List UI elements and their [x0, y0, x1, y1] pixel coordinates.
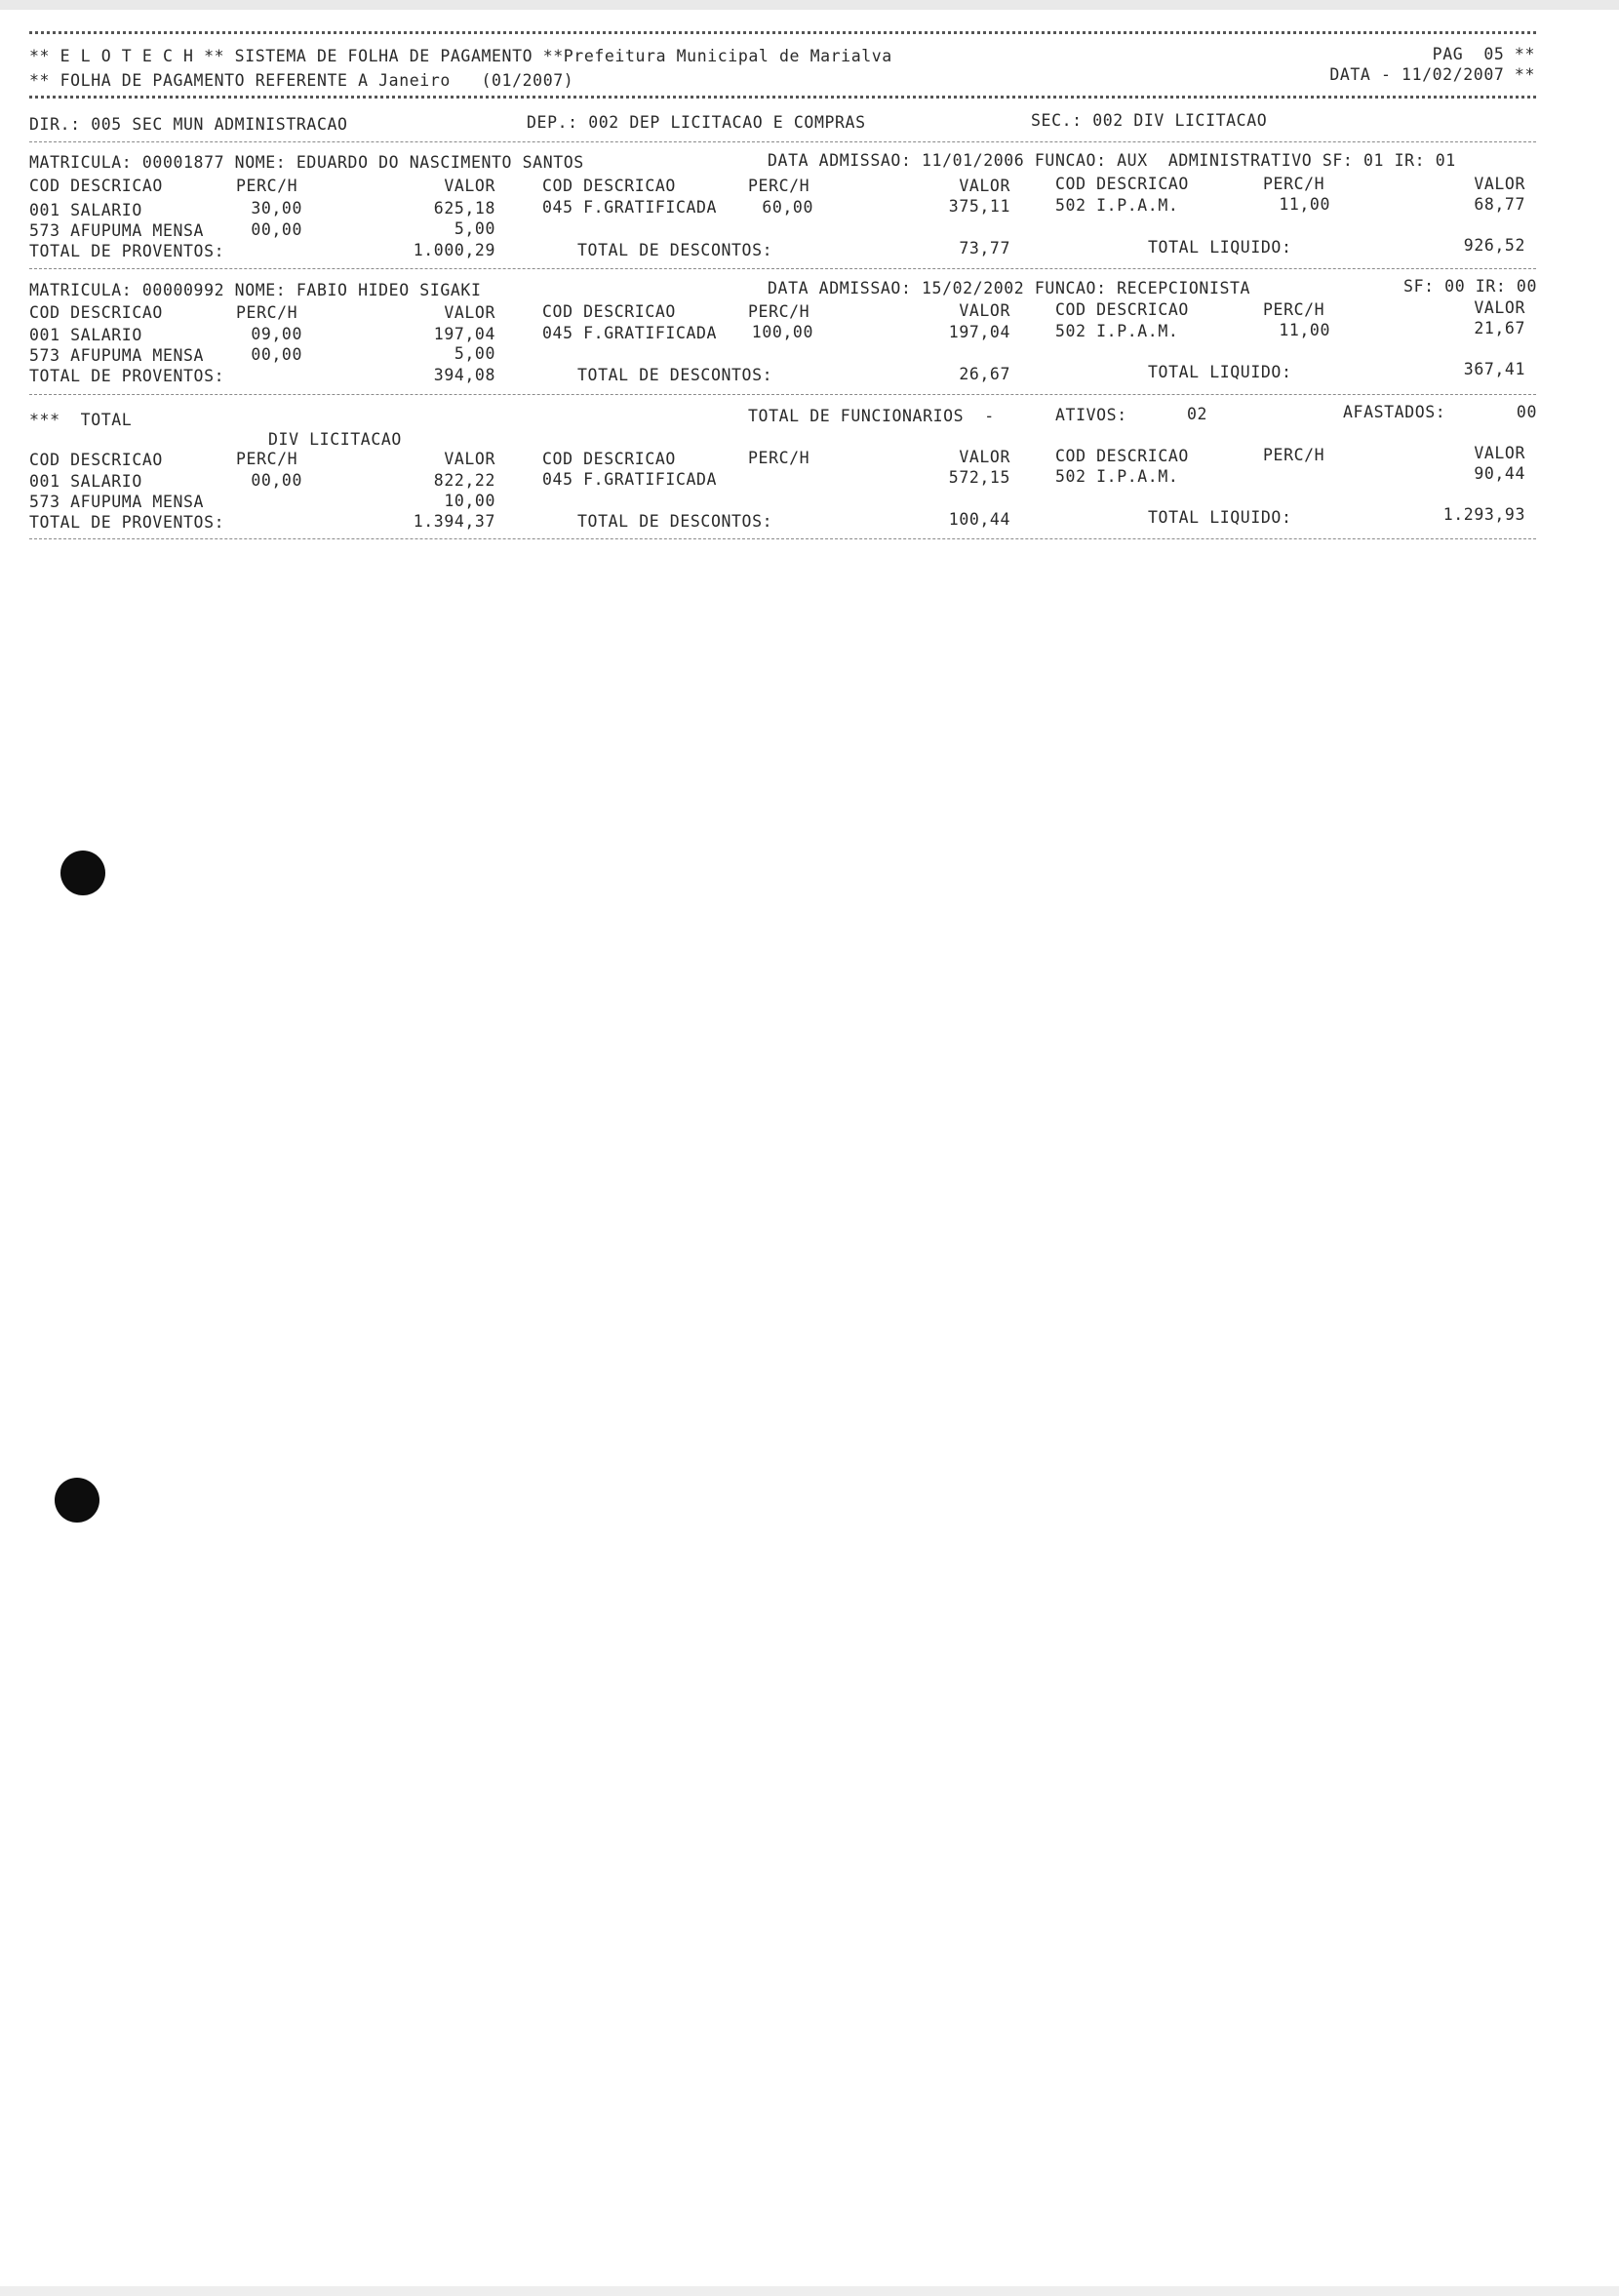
total-proventos-label: TOTAL DE PROVENTOS:	[29, 513, 225, 532]
report-date: DATA - 11/02/2007 **	[1329, 65, 1535, 84]
col-header-cod-descricao: COD DESCRICAO	[542, 302, 676, 321]
col-header-cod-descricao: COD DESCRICAO	[1055, 300, 1189, 319]
col-header-perc: PERC/H	[236, 303, 298, 322]
proventos-perc: 30,00	[251, 199, 302, 218]
col-header-cod-descricao: COD DESCRICAO	[29, 303, 163, 322]
descontos-value: 572,15	[948, 468, 1010, 487]
col-header-perc: PERC/H	[748, 449, 810, 467]
col-header-perc: PERC/H	[1263, 300, 1325, 319]
col-header-perc: PERC/H	[1263, 175, 1325, 193]
ativos-count: 02	[1187, 405, 1208, 423]
col-header-valor: VALOR	[444, 450, 495, 468]
proventos-perc: 09,00	[251, 325, 302, 343]
proventos-description: 001 SALARIO	[29, 326, 142, 344]
total-descontos-value: 73,77	[959, 239, 1010, 257]
proventos-value: 625,18	[433, 199, 495, 218]
col-header-valor: VALOR	[959, 301, 1010, 320]
dash-separator	[29, 268, 1536, 269]
proventos-value: 5,00	[454, 219, 495, 238]
col-header-valor: VALOR	[1474, 444, 1525, 462]
proventos-value: 10,00	[444, 492, 495, 510]
directory-label: DIR.: 005 SEC MUN ADMINISTRACAO	[29, 115, 348, 134]
descontos-value: 375,11	[948, 197, 1010, 216]
third-column-value: 21,67	[1474, 319, 1525, 337]
total-liquido-value: 367,41	[1463, 360, 1525, 378]
total-liquido-label: TOTAL LIQUIDO:	[1148, 238, 1292, 257]
total-proventos-value: 1.000,29	[413, 241, 495, 259]
total-descontos-value: 26,67	[959, 365, 1010, 383]
col-header-perc: PERC/H	[236, 177, 298, 195]
col-header-perc: PERC/H	[236, 450, 298, 468]
col-header-valor: VALOR	[959, 177, 1010, 195]
total-liquido-label: TOTAL LIQUIDO:	[1148, 363, 1292, 381]
total-funcionarios-label: TOTAL DE FUNCIONARIOS -	[748, 407, 995, 425]
total-liquido-label: TOTAL LIQUIDO:	[1148, 508, 1292, 527]
col-header-cod-descricao: COD DESCRICAO	[1055, 447, 1189, 465]
third-column-value: 68,77	[1474, 195, 1525, 214]
proventos-description: 001 SALARIO	[29, 472, 142, 491]
total-proventos-label: TOTAL DE PROVENTOS:	[29, 367, 225, 385]
proventos-perc: 00,00	[251, 345, 302, 364]
third-column-description: 502 I.P.A.M.	[1055, 196, 1179, 215]
summary-sublabel: DIV LICITACAO	[268, 430, 402, 449]
department-label: DEP.: 002 DEP LICITACAO E COMPRAS	[527, 113, 866, 132]
dash-separator	[29, 538, 1536, 539]
employee-header: MATRICULA: 00001877 NOME: EDUARDO DO NASCIMENTO SANTOS	[29, 153, 584, 172]
afastados-label: AFASTADOS:	[1343, 403, 1446, 421]
col-header-cod-descricao: COD DESCRICAO	[542, 450, 676, 468]
total-proventos-value: 394,08	[433, 366, 495, 384]
employee-sf-ir: SF: 00 IR: 00	[1403, 277, 1537, 296]
report-title: ** E L O T E C H ** SISTEMA DE FOLHA DE PAGAMENTO **Prefeitura Municipal de Marialva	[29, 47, 892, 65]
proventos-perc: 00,00	[251, 471, 302, 490]
total-liquido-value: 1.293,93	[1442, 505, 1525, 524]
ativos-label: ATIVOS:	[1055, 406, 1127, 424]
punch-hole	[55, 1478, 99, 1523]
total-descontos-label: TOTAL DE DESCONTOS:	[577, 512, 773, 531]
proventos-perc: 00,00	[251, 220, 302, 239]
employee-header: MATRICULA: 00000992 NOME: FABIO HIDEO SIGAKI	[29, 281, 482, 299]
col-header-valor: VALOR	[444, 177, 495, 195]
total-descontos-label: TOTAL DE DESCONTOS:	[577, 366, 773, 384]
col-header-perc: PERC/H	[1263, 446, 1325, 464]
col-header-valor: VALOR	[1474, 298, 1525, 317]
descontos-description: 045 F.GRATIFICADA	[542, 324, 718, 342]
descontos-description: 045 F.GRATIFICADA	[542, 470, 718, 489]
employee-admission: DATA ADMISSAO: 11/01/2006 FUNCAO: AUX ADMINISTRATIVO SF: 01 IR: 01	[768, 151, 1456, 170]
col-header-cod-descricao: COD DESCRICAO	[29, 177, 163, 195]
descontos-value: 197,04	[948, 323, 1010, 341]
col-header-valor: VALOR	[444, 303, 495, 322]
descontos-description: 045 F.GRATIFICADA	[542, 198, 718, 217]
total-proventos-value: 1.394,37	[413, 512, 495, 531]
col-header-cod-descricao: COD DESCRICAO	[1055, 175, 1189, 193]
section-label: SEC.: 002 DIV LICITACAO	[1031, 111, 1268, 130]
report-reference: ** FOLHA DE PAGAMENTO REFERENTE A Janeiro (01/2007)	[29, 71, 574, 90]
scan-bottom-edge	[0, 2286, 1619, 2296]
proventos-value: 822,22	[433, 471, 495, 490]
dash-separator	[29, 394, 1536, 395]
scan-top-edge	[0, 0, 1619, 10]
afastados-count: 00	[1516, 403, 1537, 421]
descontos-perc: 60,00	[762, 198, 813, 217]
col-header-valor: VALOR	[1474, 175, 1525, 193]
dash-separator	[29, 141, 1536, 142]
summary-total-label: *** TOTAL	[29, 411, 133, 429]
proventos-description: 573 AFUPUMA MENSA	[29, 493, 205, 511]
page-number: PAG 05 **	[1432, 45, 1535, 63]
total-descontos-label: TOTAL DE DESCONTOS:	[577, 241, 773, 259]
total-descontos-value: 100,44	[948, 510, 1010, 529]
employee-admission: DATA ADMISSAO: 15/02/2002 FUNCAO: RECEPCIONISTA	[768, 279, 1251, 297]
third-column-perc: 11,00	[1279, 321, 1330, 339]
total-liquido-value: 926,52	[1463, 236, 1525, 255]
descontos-perc: 100,00	[751, 323, 813, 341]
third-column-description: 502 I.P.A.M.	[1055, 322, 1179, 340]
star-separator	[29, 31, 1536, 34]
proventos-description: 573 AFUPUMA MENSA	[29, 221, 205, 240]
third-column-value: 90,44	[1474, 464, 1525, 483]
col-header-cod-descricao: COD DESCRICAO	[542, 177, 676, 195]
col-header-perc: PERC/H	[748, 177, 810, 195]
third-column-description: 502 I.P.A.M.	[1055, 467, 1179, 486]
third-column-perc: 11,00	[1279, 195, 1330, 214]
proventos-description: 001 SALARIO	[29, 201, 142, 219]
proventos-description: 573 AFUPUMA MENSA	[29, 346, 205, 365]
total-proventos-label: TOTAL DE PROVENTOS:	[29, 242, 225, 260]
proventos-value: 197,04	[433, 325, 495, 343]
proventos-value: 5,00	[454, 344, 495, 363]
col-header-perc: PERC/H	[748, 302, 810, 321]
star-separator	[29, 96, 1536, 99]
col-header-cod-descricao: COD DESCRICAO	[29, 451, 163, 469]
col-header-valor: VALOR	[959, 448, 1010, 466]
punch-hole	[60, 851, 105, 895]
